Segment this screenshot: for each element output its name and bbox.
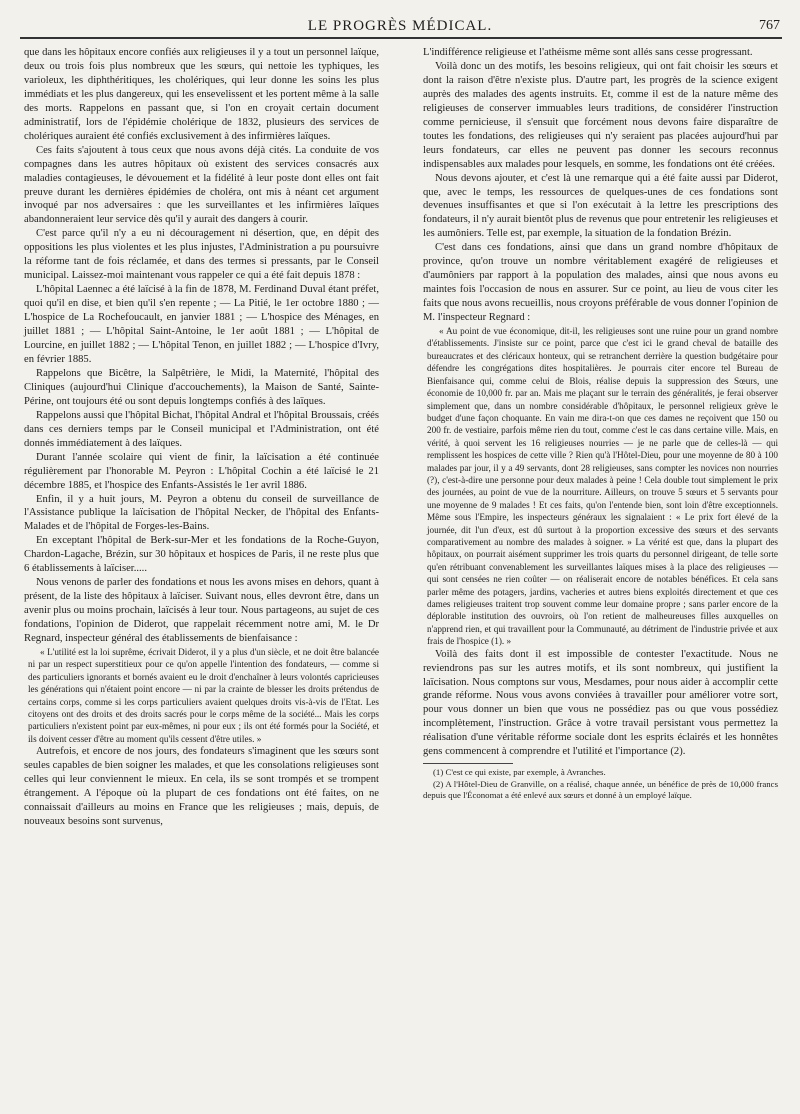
paragraph: Rappelons aussi que l'hôpital Bichat, l'hôpital Andral et l'hôpital Broussais, créés dans ces derniers temps par le Conseil municipal et l'Administration, ont été donnés immédiatement à des laïques.	[24, 409, 379, 449]
block-quote: « Au point de vue économique, dit-il, les religieuses sont une ruine pour un grand nombre d'établissements. J'insiste sur ce point, parce que c'est ici le grand cheval de bataille des bureaucrates et des cléricaux honteux, qui se retranchent derrière la question budgétaire pour défendre les congrégations dites hospitalières. Je pourrais citer encore tel Bureau de Bienfaisance qui, comme celui de Blois, réalise depuis la suppression des Sœurs, une économie de 10,000 fr. par an. Mais me plaçant sur le terrain des généralités, je ferai observer simplement que, dans un nombre considérable d'hôpitaux, le personnel religieux grève le budget d'une façon choquante. En vain me dira-t-on que ces dames ne reçoivent que 150 ou 200 fr. de vestiaire, parfois même rien du tout, comme c'est le cas dans certaine ville. Mais, en vérité, à quoi servent les 16 religieuses nourries — je ne parle que de celles-là — qui remplissent les hospices de cette ville ? Rien qu'à l'Hôtel-Dieu, pour une moyenne de 80 à 100 malades par jour, il y a 49 servants, dont 28 religieuses, sans compter les novices non nourries (?), c'est-à-dire une personne pour deux malades à peine ! Cela double tout simplement le prix des journées, au point de vue de la nourriture. Ailleurs, on trouve 5 sœurs et 5 servants pour une moyenne de 9 malades ! Et ces faits, qu'on l'entende bien, sont loin d'être exceptionnels. Même sous l'Empire, les inspecteurs généraux les signalaient : « Le prix fort élevé de la journée, dit l'un d'eux, est dû surtout à la proportion excessive des sœurs et des servants comparativement au nombre des malades à soigner. » La vérité est que, dans la plupart des hôpitaux, on pourrait aisément supprimer les trois quarts du personnel dirigeant, de telle sorte qu'en rétribuant convenablement les surveillantes laïques mises à la place des religieuses — qui sont censées ne rien coûter — on réaliserait encore de notables bénéfices. Et cela sans parler même des potagers, jardins, vacheries et autres biens exploités directement et que ces dames religieuses traitent trop souvent comme leur domaine propre ; sans parler encore de la déplorable institution des ouvroirs, où l'on retient de malheureuses filles auxquelles on n'apprend rien, et qui travaillent pour la Communauté, au détriment de l'industrie privée et aux frais de l'hospice (1). »	[427, 326, 778, 647]
paragraph: Ces faits s'ajoutent à tous ceux que nous avons déjà cités. La conduite de vos compagnes dans les autres hôpitaux où existent des services consacrés aux maladies contagieuses, le dévouement et la fidélité à leur poste dont elles ont fait preuve durant les dernières épidémies de choléra, ont mis à néant cet argument invoqué par nos adversaires : que les surveillantes et les infirmières laïques abandonneraient leur service dès qu'il y aurait des dangers à courir.	[24, 144, 379, 226]
footnote: (2) A l'Hôtel-Dieu de Granville, on a réalisé, chaque année, un bénéfice de près de 10,000 francs depuis que l'Économat a été enlevé aux sœurs et donné à un employé laïque.	[423, 778, 778, 801]
block-quote: « L'utilité est la loi suprême, écrivait Diderot, il y a plus d'un siècle, et ne doit être balancée ni par un respect superstitieux pour ce qu'on appelle l'intention des fondateurs, — comme si des particuliers ignorants et bornés avaient eu le droit d'enchaîner à leurs volontés capricieuses les générations qui n'étaient point encore — ni par la crainte de blesser les droits prétendus de certains corps, comme si les corps particuliers avaient quelques droits vis-à-vis de l'Etat. Les citoyens ont des droits et des droits sacrés pour le corps même de la société... Mais les corps particuliers n'existent point par eux-mêmes, ni pour eux ; ils ont été formés pour la Société, et ils doivent cesser d'être au moment qu'ils cessent d'être utiles. »	[28, 646, 379, 744]
paragraph: Voilà donc un des motifs, les besoins religieux, qui ont fait choisir les sœurs et dont la raison d'être n'existe plus. D'autre part, les progrès de la science exigent auprès des malades des agents instruits. Et, comme il est de la nature même des religieuses de conserver immuables leurs traditions, de considérer l'instruction comme pernicieuse, il s'ensuit que forcément nous devons faire disparaître de toutes les fondations, des religieuses qui n'y seraient pas placées aujourd'hui par leurs fondateurs, car elles ne peuvent pas donner les secours reconnus indispensables aux malades pour lesquels, en somme, les fondations ont été créées.	[423, 60, 778, 170]
paragraph: L'indifférence religieuse et l'athéisme même sont allés sans cesse progressant.	[423, 47, 753, 58]
paragraph: Durant l'année scolaire qui vient de finir, la laïcisation a été continuée régulièrement par l'honorable M. Peyron : L'hôpital Cochin a été laïcisé le 21 décembre 1885, et l'hospice des Enfants-Assistés le 1er avril 1886.	[24, 451, 379, 491]
paragraph: Nous devons ajouter, et c'est là une remarque qui a été faite aussi par Diderot, que, avec le temps, les ressources de quelques-unes de ces fondations sont devenues insuffisantes et que si l'on exécutait à la lettre les prescriptions des fondateurs, il n'y aurait bientôt plus de revenus que pour entretenir les religieuses et les aumôniers. Telle est, par exemple, la situation de la fondation Brézin.	[423, 172, 778, 240]
right-column	[423, 46, 778, 802]
paragraph: Voilà des faits dont il est impossible de contester l'exactitude. Nous ne reviendrons pas sur les autres motifs, et ils sont nombreux, qui justifient la laïcisation. Nous comptons sur vous, Mesdames, pour nous aider à accomplir cette grande réforme. Nous vous avons conviées à travailler pour améliorer votre sort, pour vous donner un bien que vous ne possédiez pas ou que vous possédiez incomplètement, l'instruction. Grâce à votre travail persistant vous permettez la réalisation d'une véritable réforme sociale dont les esprits éclairés et les honnêtes gens commencent à comprendre et l'utilité et l'importance (2).	[423, 648, 778, 758]
left-column	[24, 46, 379, 829]
header-rule	[20, 37, 782, 39]
paragraph: que dans les hôpitaux encore confiés aux religieuses il y a tout un personnel laïque, deux ou trois fois plus nombreux que les sœurs, qui nettoie les typhiques, les varioleux, les diphthéritiques, les cholériques, qui leur donne les soins les plus immédiats et les plus dangereux, qui les ensevelissent et les portent même à la salle des morts. Rappelons en passant que, si l'on en croyait certain document administratif, lors de l'épidémie cholérique de 1832, plusieurs des services de cholériques auraient été confiés exclusivement à des infirmières laïques.	[24, 47, 379, 142]
footnote-rule	[423, 763, 513, 764]
footnote: (1) C'est ce qui existe, par exemple, à Avranches.	[433, 767, 606, 778]
paragraph: L'hôpital Laennec a été laïcisé à la fin de 1878, M. Ferdinand Duval étant préfet, quoi qu'il en dise, et bien qu'il s'en repente ; — La Pitié, le 1er octobre 1880 ; — L'hospice de La Rochefoucault, en janvier 1881 ; — L'hospice des Ménages, en juillet 1881 ; — L'hôpital Saint-Antoine, le 1er août 1881 ; — L'hôpital de Lourcine, en juillet 1882 ; — L'hôpital Tenon, en juillet 1882 ; — L'hospice d'Ivry, en février 1885.	[24, 284, 379, 365]
running-header	[18, 14, 782, 36]
paragraph: En exceptant l'hôpital de Berk-sur-Mer et les fondations de la Roche-Guyon, Chardon-Lagache, Brézin, sur 30 hôpitaux et hospices de Paris, il ne reste plus que 6 établissements à laïciser.....	[24, 535, 379, 575]
journal-title: LE PROGRÈS MÉDICAL.	[307, 18, 493, 34]
paragraph: Rappelons que Bicêtre, la Salpêtrière, le Midi, la Maternité, l'hôpital des Cliniques (aujourd'hui Clinique d'accouchements), la Maison de Santé, Sainte-Périne, ont toujours été ou sont depuis longtemps confiés à des laïques.	[24, 367, 379, 407]
paragraph: Autrefois, et encore de nos jours, des fondateurs s'imaginent que les sœurs sont seules capables de bien soigner les malades, et que les consolations religieuses sont celles qui leur conviennent le mieux. En cela, ils se sont trompés et se trompent étrangement. A l'époque où la plupart de ces fondations ont été faites, on ne connaissait d'ailleurs au moins en France que les religieuses ; mais, depuis, de nouveaux besoins sont survenus,	[24, 746, 379, 827]
paragraph: Enfin, il y a huit jours, M. Peyron a obtenu du conseil de surveillance de l'Assistance publique la laïcisation de l'hôpital Necker, de l'hôpital des Enfants-Malades et de l'hôpital de Forges-les-Bains.	[24, 493, 379, 533]
paragraph: C'est parce qu'il n'y a eu ni découragement ni désertion, que, en dépit des oppositions les plus violentes et les plus injustes, l'Administration a pu poursuivre la réforme tant de fois réclamée, et dans des termes si pressants, par le Conseil municipal. Laissez-moi maintenant vous rappeler ce qui a été fait depuis 1878 :	[24, 228, 379, 282]
paragraph: C'est dans ces fondations, ainsi que dans un grand nombre d'hôpitaux de province, qu'on trouve un nombre véritablement exagéré de religieuses et d'aumôniers par rapport à la population des malades, ainsi que nous avons eu maintes fois l'occasion de nous en assurer. Sur ce point, au lieu de vous citer les faits que nous avons recueillis, nous croyons préférable de vous donner l'opinion de M. l'inspecteur Regnard :	[423, 242, 778, 324]
paragraph: Nous venons de parler des fondations et nous les avons mises en dehors, quant à présent, de la liste des hôpitaux à laïciser. Suivant nous, elles devront être, dans un avenir plus ou moins prochain, laïcisés à leur tour. Nous partageons, au sujet de ces fondations, l'opinion de Diderot, que rappelait récemment notre ami, M. le Dr Regnard, inspecteur général des établissements de bienfaisance :	[24, 577, 379, 645]
page-number: 767	[759, 18, 780, 33]
